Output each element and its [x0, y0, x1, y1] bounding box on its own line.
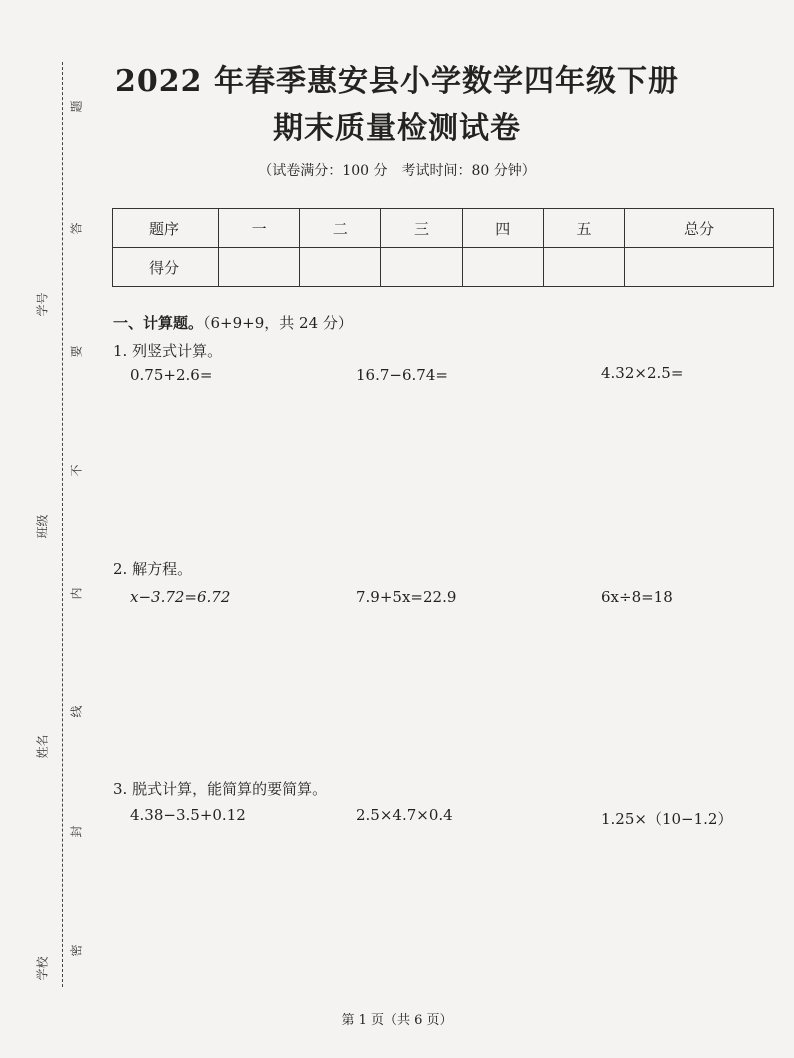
score-blank-cell[interactable] — [381, 248, 462, 287]
score-table-header-row — [113, 209, 774, 248]
class-label: 班级 — [35, 514, 50, 539]
seal-word-5: 内 — [69, 587, 84, 600]
score-table-cell: 题序 — [113, 209, 219, 248]
score-table-cell: 五 — [543, 209, 624, 248]
question-3-item: 1.25×（10−1.2） — [601, 810, 733, 828]
section-points: （6+9+9，共 24 分） — [203, 314, 353, 332]
score-table — [112, 208, 774, 287]
score-table-cell: 三 — [381, 209, 462, 248]
question-2-item: x−3.72=6.72 — [130, 588, 231, 606]
question-2-item: 7.9+5x=22.9 — [356, 588, 457, 606]
score-blank-cell[interactable] — [625, 248, 774, 287]
student-id-label: 学号 — [35, 292, 50, 317]
score-blank-cell[interactable] — [462, 248, 543, 287]
score-table-cell: 二 — [300, 209, 381, 248]
exam-title-line2: 期末质量检测试卷 — [273, 111, 521, 146]
question-1-label: 1. 列竖式计算。 — [113, 342, 223, 360]
seal-word-7: 封 — [69, 825, 84, 838]
score-table-score-row — [113, 248, 774, 287]
school-label: 学校 — [35, 956, 50, 981]
seal-word-2: 答 — [69, 222, 84, 235]
question-1-item: 4.32×2.5= — [601, 364, 684, 382]
question-2-label: 2. 解方程。 — [113, 560, 193, 578]
name-label: 姓名 — [35, 734, 50, 759]
score-table-cell: 总分 — [625, 209, 774, 248]
question-3-item: 4.38−3.5+0.12 — [130, 806, 246, 824]
score-table-cell: 四 — [462, 209, 543, 248]
page-footer: 第 1 页（共 6 页） — [341, 1013, 453, 1028]
question-1-item: 0.75+2.6= — [130, 366, 213, 384]
question-3-item: 2.5×4.7×0.4 — [356, 806, 453, 824]
question-1-item: 16.7−6.74= — [356, 366, 448, 384]
section-heading-text: 一、计算题。 — [113, 314, 204, 332]
seal-word-3: 要 — [69, 345, 84, 358]
seal-word-4: 不 — [69, 464, 84, 477]
seal-word-8: 密 — [69, 944, 84, 957]
seal-dashed-line — [62, 62, 63, 987]
score-blank-cell[interactable] — [219, 248, 300, 287]
seal-word-6: 线 — [69, 705, 84, 718]
score-table-cell: 一 — [219, 209, 300, 248]
score-blank-cell[interactable] — [300, 248, 381, 287]
question-2-item: 6x÷8=18 — [601, 588, 673, 606]
exam-title-line1: 2022 年春季惠安县小学数学四年级下册 — [115, 64, 679, 99]
score-blank-cell[interactable] — [543, 248, 624, 287]
question-3-label: 3. 脱式计算，能简算的要简算。 — [113, 780, 328, 798]
section-heading — [113, 312, 353, 333]
seal-word-1: 题 — [69, 100, 84, 113]
score-row-label: 得分 — [113, 248, 219, 287]
exam-subtitle: （试卷满分：100 分 考试时间：80 分钟） — [258, 163, 536, 179]
